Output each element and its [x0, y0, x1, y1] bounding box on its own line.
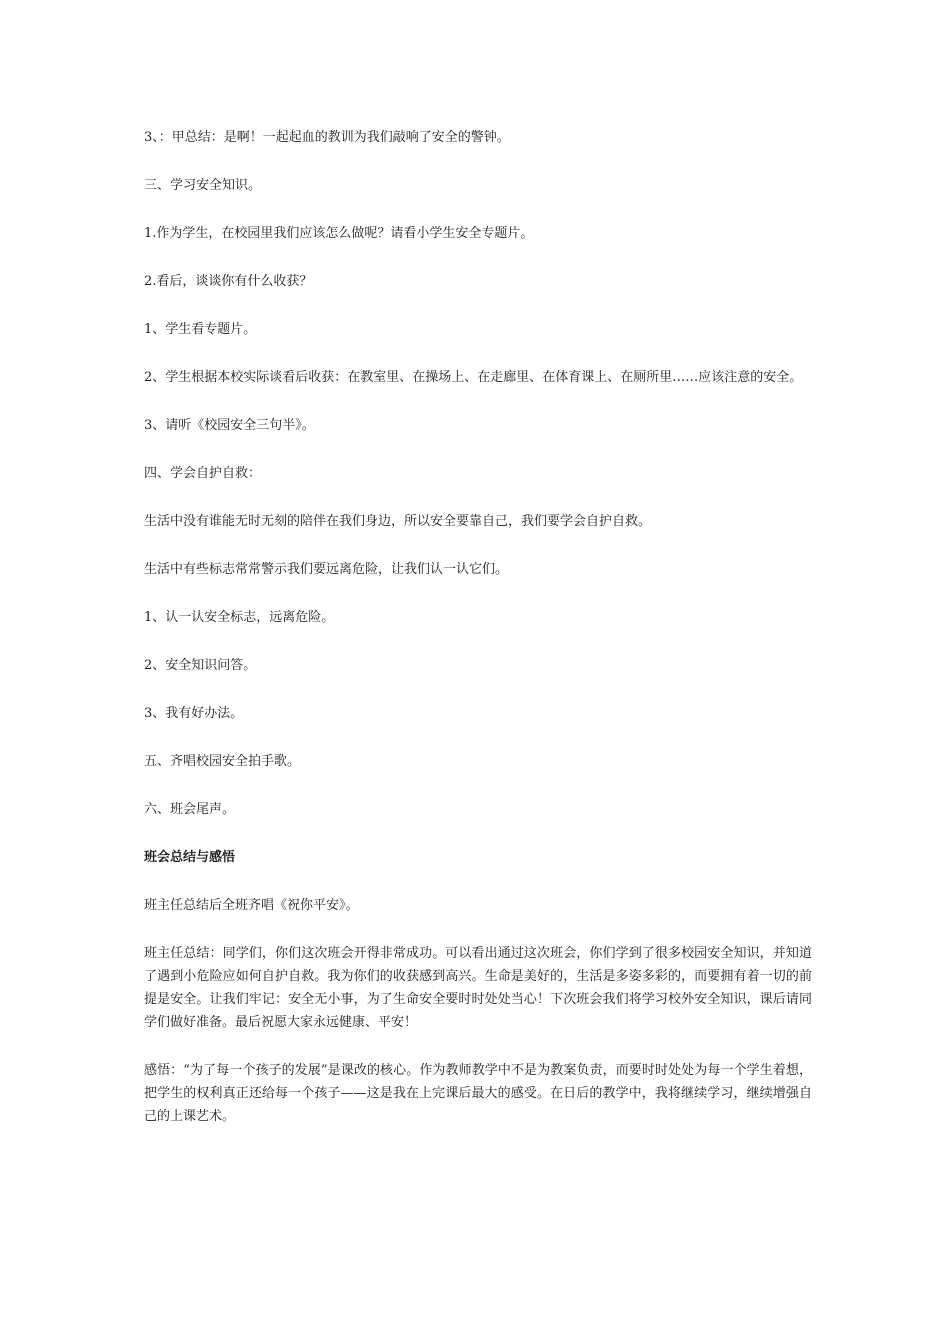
paragraph: 3、我有好办法。 [144, 706, 244, 721]
summary-title: 班会总结与感悟 [144, 850, 236, 865]
paragraph: 3、请听《校园安全三句半》。 [144, 418, 315, 433]
document-page [144, 126, 812, 1153]
paragraph: 生活中没有谁能无时无刻的陪伴在我们身边，所以安全要靠自己，我们要学会自护自救。 [144, 514, 652, 529]
teacher-summary-paragraph: 班主任总结：同学们，你们这次班会开得非常成功。可以看出通过这次班会，你们学到了很多校园安全知识，并知道了遇到小危险应如何自护自救。我为你们的收获感到高兴。生命是美好的，生活是多姿多彩的，而要拥有着一切的前提是安全。让我们牢记：安全无小事，为了生命安全要时时处处当心！下次班会我们将学习校外安全知识，课后请同学们做好准备。最后祝愿大家永远健康、平安！ [144, 946, 812, 1030]
paragraph: 2、学生根据本校实际谈看后收获：在教室里、在操场上、在走廊里、在体育课上、在厕所里……应该注意的安全。 [144, 370, 803, 385]
paragraph: 3、：甲总结：是啊！一起起血的教训为我们敲响了安全的警钟。 [144, 130, 510, 145]
paragraph: 1.作为学生，在校园里我们应该怎么做呢？请看小学生安全专题片。 [144, 226, 534, 241]
section-heading: 六、班会尾声。 [144, 802, 236, 817]
paragraph: 班主任总结后全班齐唱《祝你平安》。 [144, 898, 359, 913]
section-heading: 五、齐唱校园安全拍手歌。 [144, 754, 301, 769]
paragraph: 2.看后，谈谈你有什么收获？ [144, 274, 313, 289]
reflection-paragraph: 感悟：“为了每一个孩子的发展”是课改的核心。作为教师教学中不是为教案负责，而要时时处处为每一个学生着想，把学生的权利真正还给每一个孩子——这是我在上完课后最大的感受。在日后的教学中，我将继续学习，继续增强自己的上课艺术。 [144, 1063, 812, 1124]
section-heading: 三、学习安全知识。 [144, 178, 262, 193]
paragraph: 生活中有些标志常常警示我们要远离危险，让我们认一认它们。 [144, 562, 509, 577]
section-heading: 四、学会自护自救： [144, 466, 262, 481]
paragraph: 2、安全知识问答。 [144, 658, 257, 673]
paragraph: 1、学生看专题片。 [144, 322, 257, 337]
paragraph: 1、认一认安全标志，远离危险。 [144, 610, 335, 625]
